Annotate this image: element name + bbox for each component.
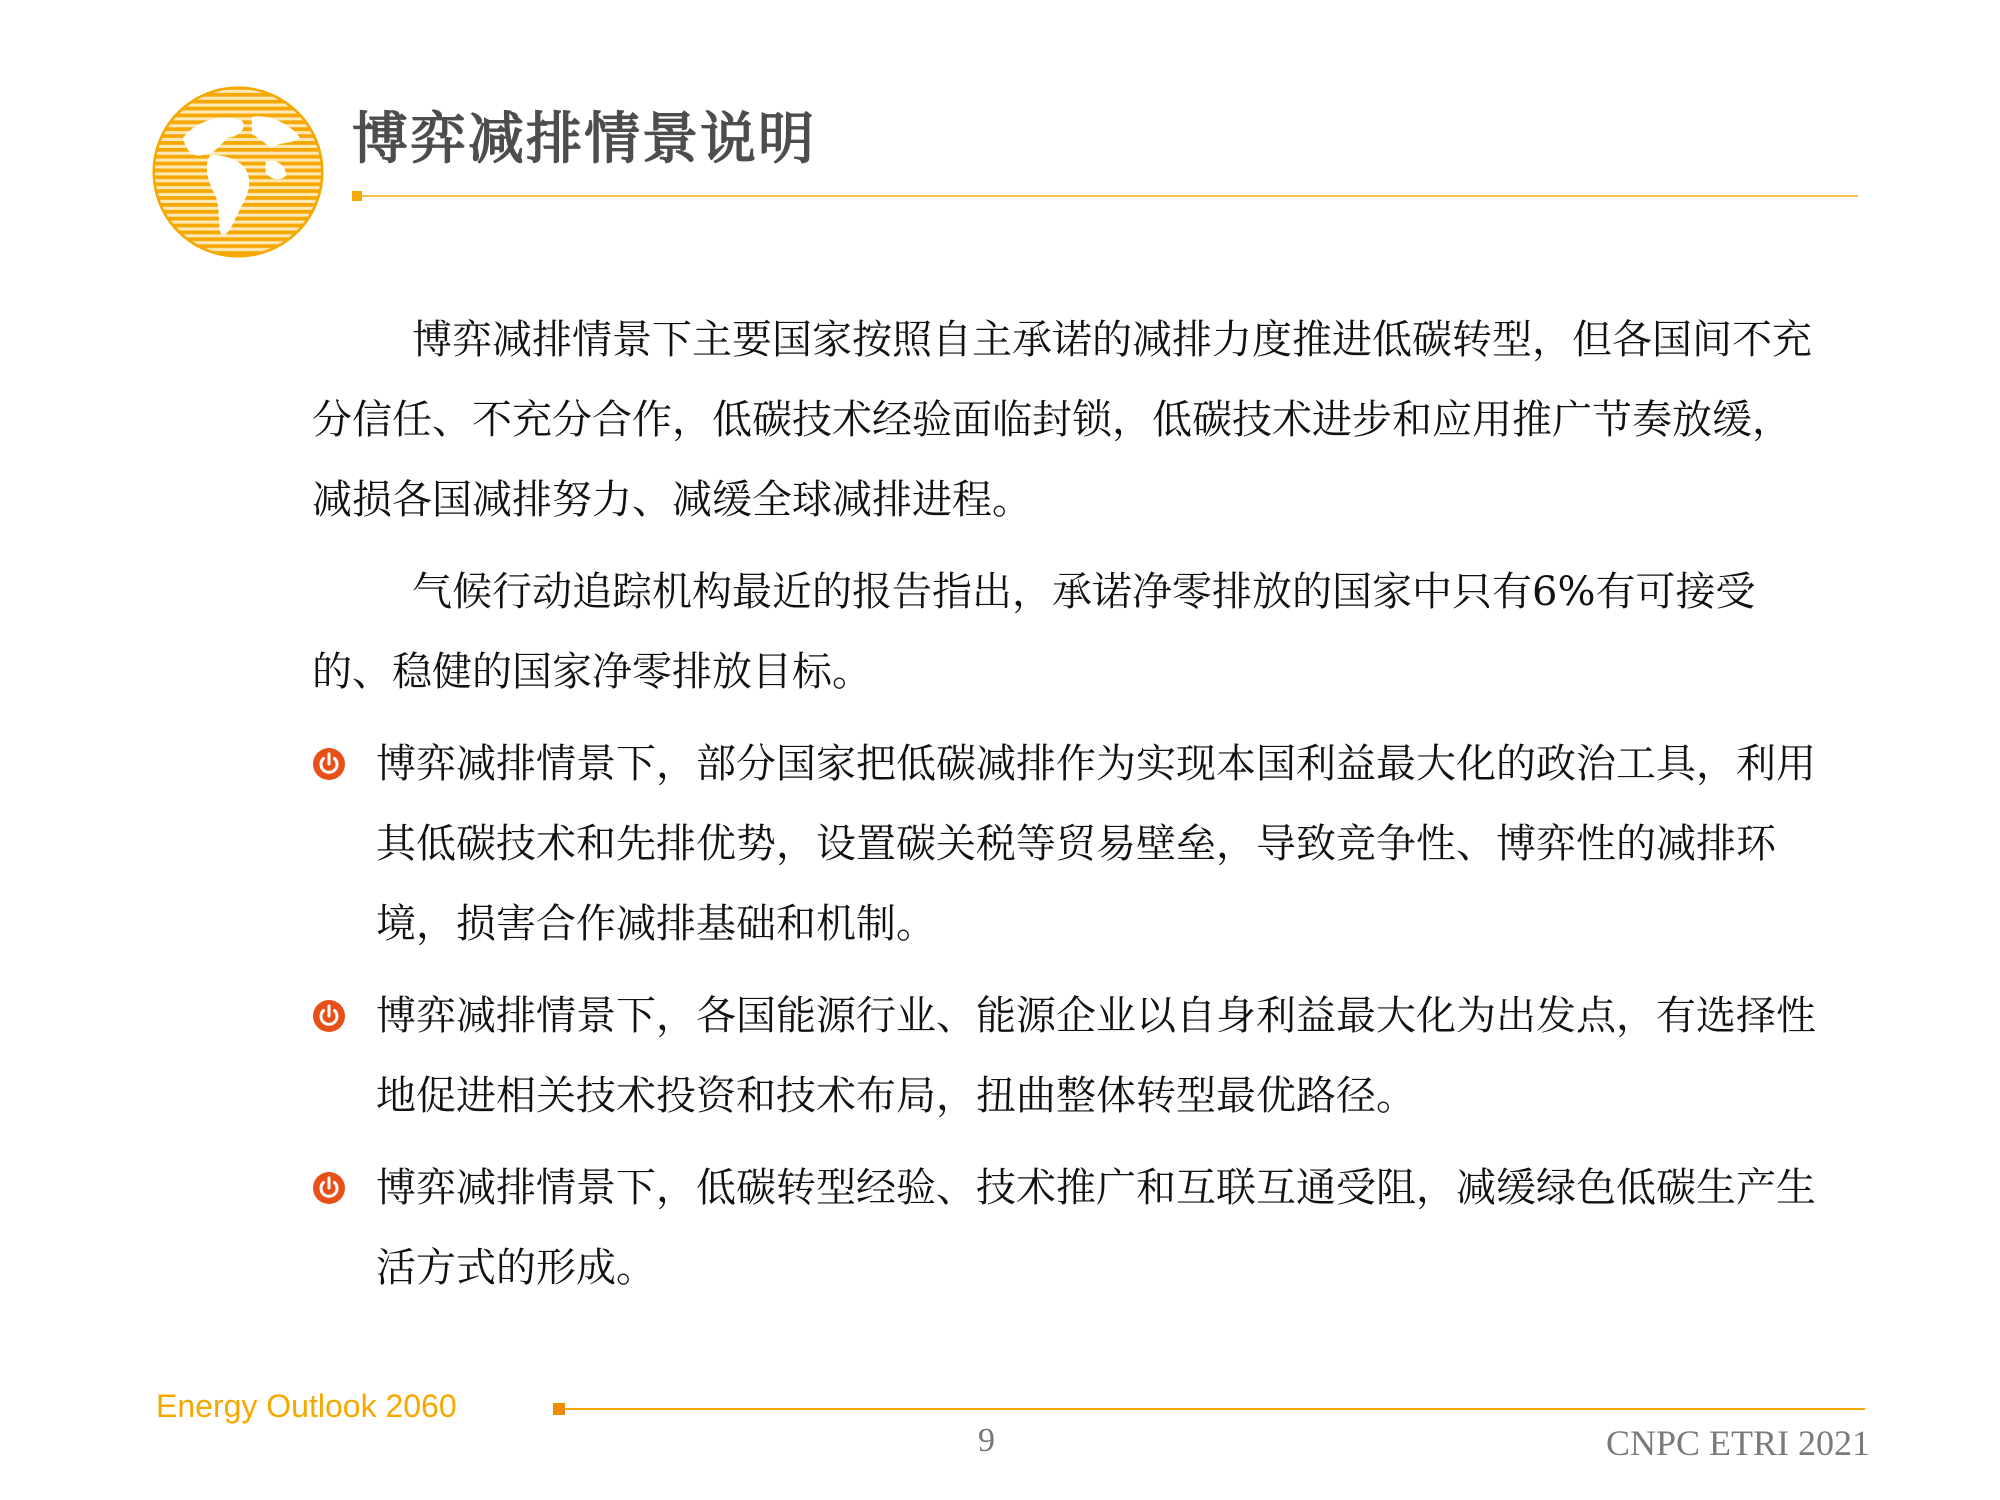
slide-content <box>312 300 1822 1320</box>
power-bullet-icon <box>312 999 346 1033</box>
bullet-text: 博弈减排情景下，低碳转型经验、技术推广和互联互通受阻，减缓绿色低碳生产生活方式的形成。 <box>376 1165 1816 1291</box>
paragraph: 气候行动追踪机构最近的报告指出，承诺净零排放的国家中只有6%有可接受的、稳健的国家净零排放目标。 <box>312 569 1756 695</box>
globe-icon <box>152 86 324 258</box>
bullet-text: 博弈减排情景下，部分国家把低碳减排作为实现本国利益最大化的政治工具，利用其低碳技术和先排优势，设置碳关税等贸易壁垒，导致竞争性、博弈性的减排环境，损害合作减排基础和机制。 <box>376 741 1816 947</box>
footer-organization: CNPC ETRI 2021 <box>1605 1423 1870 1463</box>
footer-marker <box>553 1403 565 1415</box>
bullet-list <box>312 724 1822 1308</box>
title-marker <box>352 191 362 201</box>
title-divider <box>362 195 1858 197</box>
bullet-text: 博弈减排情景下，各国能源行业、能源企业以自身利益最大化为出发点，有选择性地促进相关技术投资和技术布局，扭曲整体转型最优路径。 <box>376 993 1816 1119</box>
page-title: 博弈减排情景说明 <box>352 107 816 172</box>
bullet-item <box>312 724 1822 964</box>
bullet-item <box>312 976 1822 1136</box>
bullet-item <box>312 1148 1822 1308</box>
power-bullet-icon <box>312 1171 346 1205</box>
power-bullet-icon <box>312 747 346 781</box>
page-number: 9 <box>978 1422 995 1459</box>
footer-divider <box>565 1408 1865 1410</box>
paragraph: 博弈减排情景下主要国家按照自主承诺的减排力度推进低碳转型，但各国间不充分信任、不充分合作，低碳技术经验面临封锁，低碳技术进步和应用推广节奏放缓，减损各国减排努力、减缓全球减排进程。 <box>312 317 1812 523</box>
footer-brand: Energy Outlook 2060 <box>156 1388 457 1424</box>
